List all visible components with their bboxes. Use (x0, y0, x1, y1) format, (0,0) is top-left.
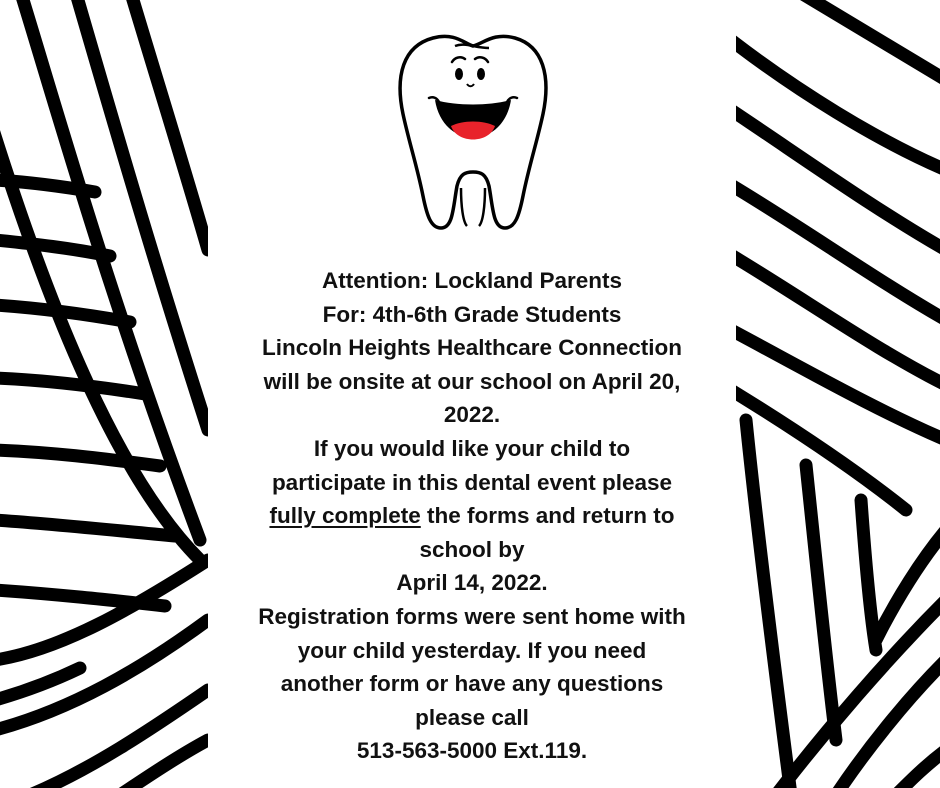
notice-body-line: If you would like your child to (313, 435, 631, 461)
left-stripe-pattern (0, 0, 208, 788)
notice-body-line (208, 499, 736, 533)
notice-text (208, 264, 736, 768)
notice-body-line: participate in this dental event please (271, 469, 673, 495)
notice-body-line: your child yesterday. If you need (297, 637, 647, 663)
notice-body-line: will be onsite at our school on April 20, (263, 368, 681, 394)
right-stripe-pattern (736, 0, 940, 788)
smiling-tooth-icon (393, 26, 553, 236)
notice-body-line: 2022. (443, 402, 501, 428)
notice-heading-grades: For: 4th-6th Grade Students (322, 301, 622, 327)
notice-panel (208, 0, 736, 788)
notice-body-line: Registration forms were sent home with (258, 603, 686, 629)
notice-body-line: Lincoln Heights Healthcare Connection (261, 335, 683, 361)
notice-body-line: please call (415, 704, 529, 730)
notice-deadline: April 14, 2022. (396, 570, 548, 596)
notice-body-line: school by (419, 536, 525, 562)
left-stripe-panel (0, 0, 208, 788)
notice-body-line: another form or have any questions (280, 671, 664, 697)
right-stripe-panel (736, 0, 940, 788)
underlined-emphasis: fully complete (269, 503, 421, 529)
notice-phone-number: 513-563-5000 Ext.119. (356, 738, 588, 764)
notice-body-fragment: the forms and return to (420, 503, 675, 529)
notice-heading-attention: Attention: Lockland Parents (321, 268, 623, 293)
